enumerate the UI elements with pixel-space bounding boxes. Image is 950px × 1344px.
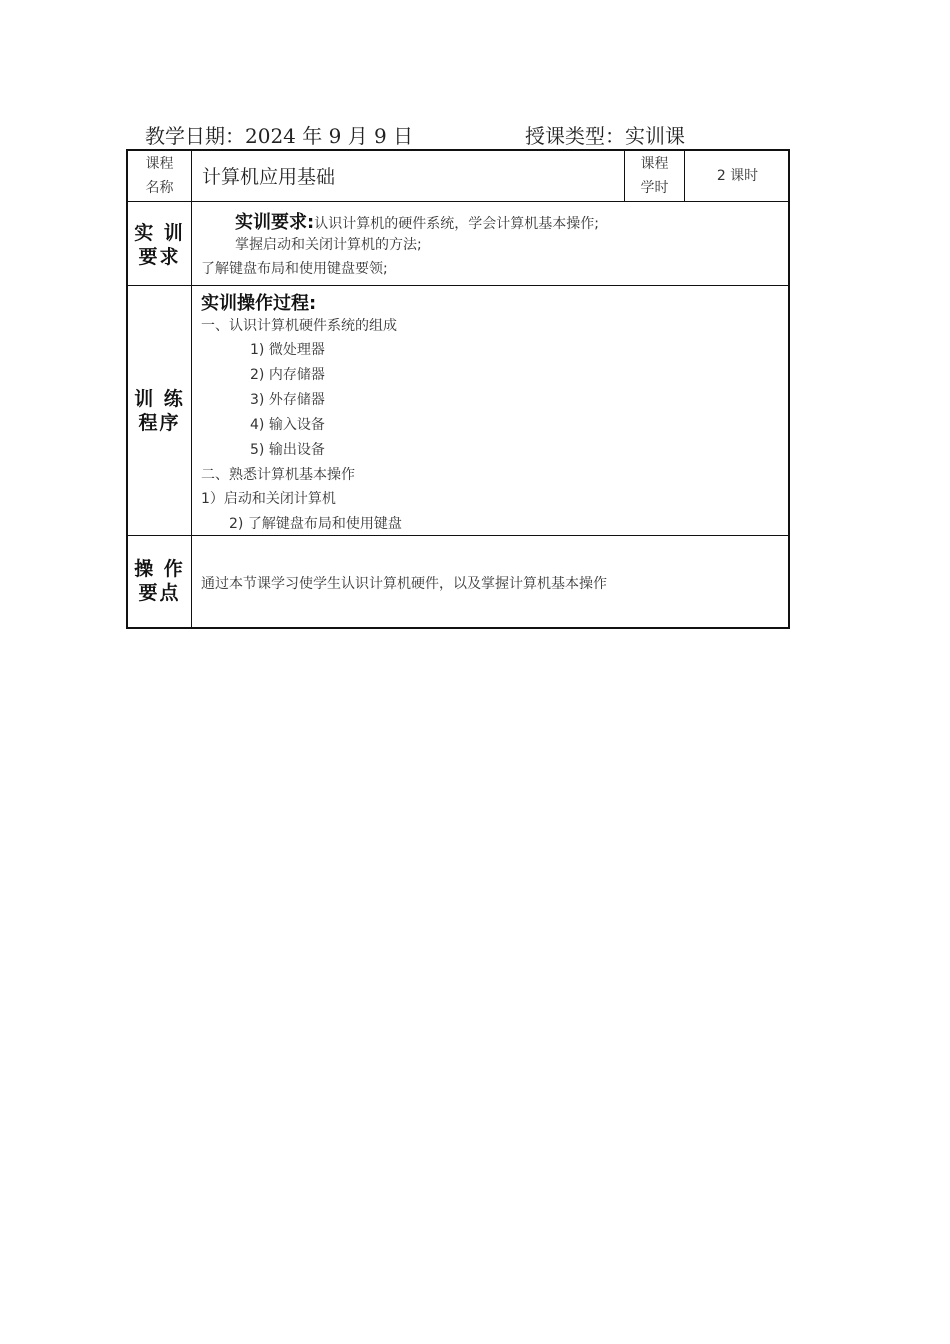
requirements-first-line — [235, 208, 599, 234]
procedure-item: 3) 外存储器 — [250, 392, 325, 408]
requirements-line: 认识计算机的硬件系统，学会计算机基本操作; — [314, 216, 599, 232]
label-line: 程序 — [138, 412, 181, 434]
procedure-title: 实训操作过程: — [201, 293, 317, 314]
procedure-label — [128, 387, 191, 435]
procedure-item: 1) 微处理器 — [250, 342, 325, 358]
label-line: 操 作 — [134, 558, 185, 580]
course-name-label — [128, 151, 191, 201]
requirements-line: 了解键盘布局和使用键盘要领; — [201, 261, 388, 277]
requirements-content — [192, 203, 788, 285]
requirements-title: 实训要求: — [235, 212, 315, 233]
teaching-date: 教学日期：2024 年 9 月 9 日 — [145, 124, 414, 148]
keypoints-label — [128, 557, 191, 605]
label-line: 要求 — [138, 246, 181, 268]
procedure-item: 5) 输出设备 — [250, 442, 325, 458]
label-line: 训 练 — [134, 388, 185, 410]
label-line: 名称 — [145, 180, 174, 196]
document-header — [145, 122, 745, 150]
label-line: 要点 — [138, 582, 181, 604]
label-line: 课程 — [640, 156, 669, 172]
course-hours-label — [625, 151, 684, 201]
label-line: 学时 — [640, 180, 669, 196]
procedure-item: 4) 输入设备 — [250, 417, 325, 433]
keypoints-text: 通过本节课学习使学生认识计算机硬件，以及掌握计算机基本操作 — [201, 576, 607, 592]
procedure-subitem: 1）启动和关闭计算机 — [201, 491, 336, 507]
requirements-line: 掌握启动和关闭计算机的方法; — [235, 237, 422, 253]
requirements-label — [128, 221, 191, 269]
row-divider — [128, 201, 788, 202]
procedure-section: 一、认识计算机硬件系统的组成 — [201, 318, 397, 334]
course-hours-value: 2 课时 — [716, 168, 759, 184]
procedure-content — [192, 286, 788, 535]
row-divider — [128, 535, 788, 536]
course-name-value: 计算机应用基础 — [202, 166, 336, 188]
procedure-item: 2) 内存储器 — [250, 367, 325, 383]
lesson-table — [126, 149, 790, 629]
course-type: 授课类型：实训课 — [525, 124, 685, 148]
label-line: 课程 — [145, 156, 174, 172]
procedure-section: 二、熟悉计算机基本操作 — [201, 467, 355, 483]
label-line: 实 训 — [134, 222, 185, 244]
procedure-subitem: 2) 了解键盘布局和使用键盘 — [229, 516, 402, 532]
